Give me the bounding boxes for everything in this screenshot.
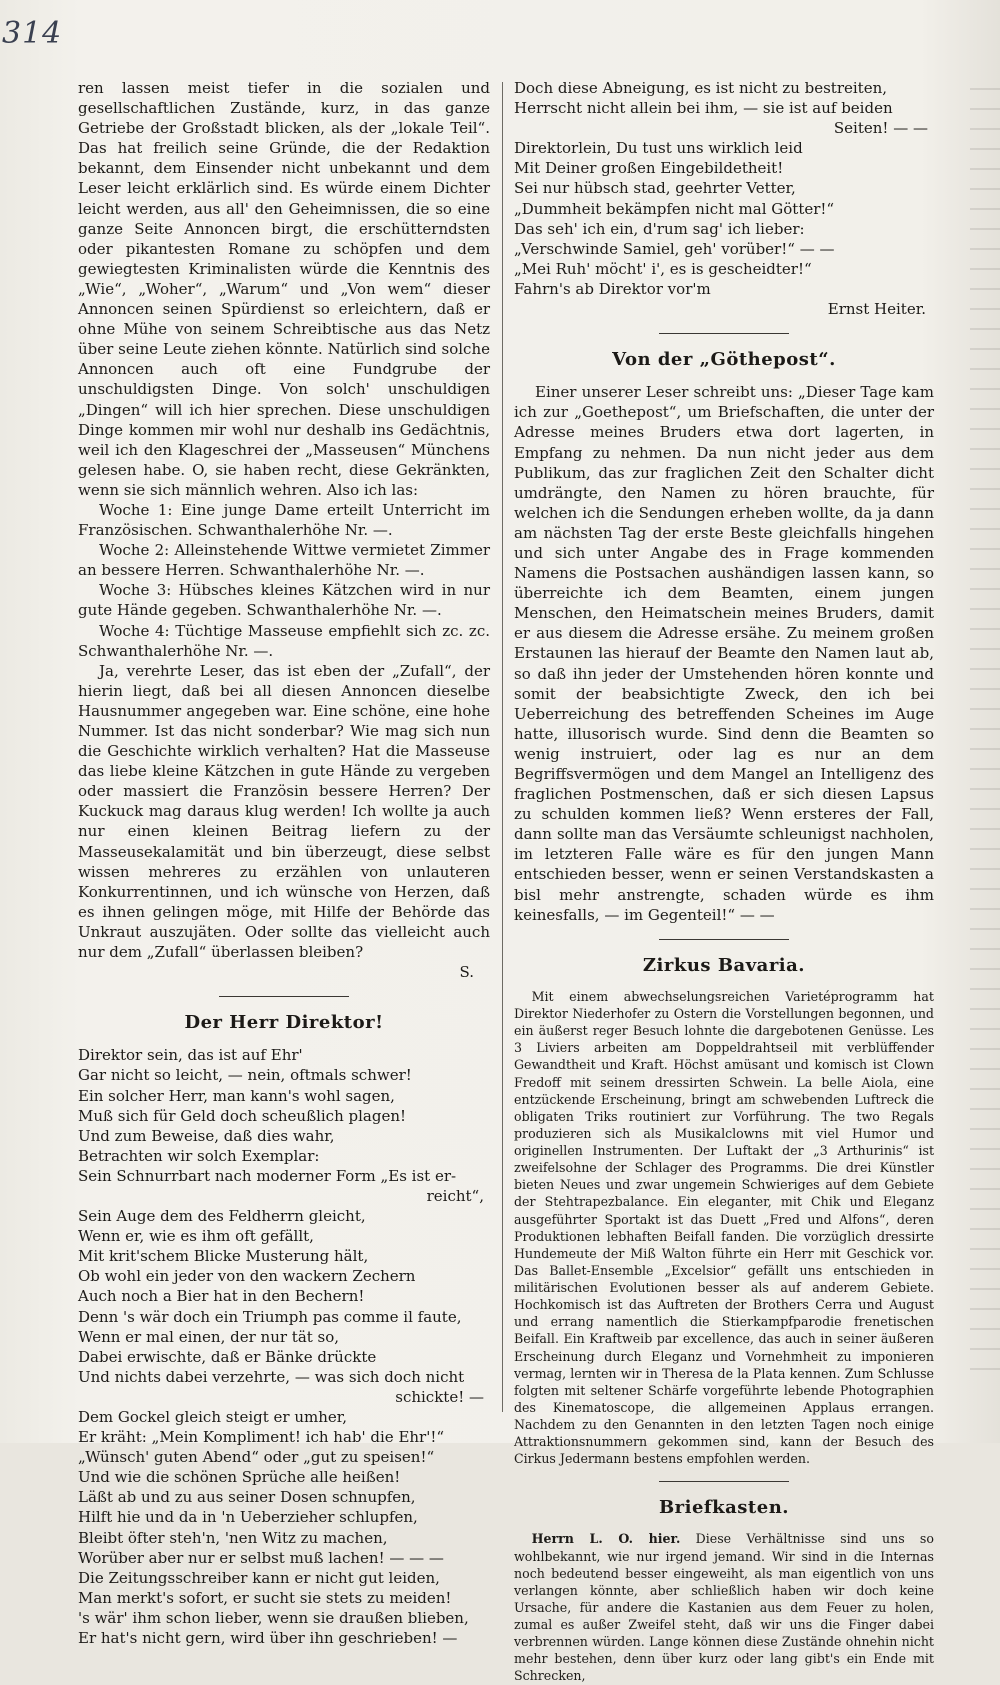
left-column (78, 78, 490, 1648)
poem-line: Das seh' ich ein, d'rum sag' ich lieber: (514, 219, 805, 238)
ad-week-1: Woche 1: Eine junge Dame erteilt Unterricht im Französischen. Schwanthalerhöhe Nr. —. (78, 500, 490, 540)
poem-line: Herrscht nicht allein bei ihm, — sie ist auf beiden (514, 99, 893, 118)
poem (78, 1045, 490, 1648)
poem-line: Man merkt's sofort, er sucht sie stets zu meiden! (78, 1588, 452, 1607)
section-divider (659, 333, 789, 334)
briefkasten-entry (514, 1530, 934, 1684)
poem-line: Läßt ab und zu aus seiner Dosen schnupfen, (78, 1488, 416, 1507)
poem-line: Gar nicht so leicht, — nein, oftmals schwer! (78, 1066, 412, 1085)
poem-line: Direktor sein, das ist auf Ehr' (78, 1046, 303, 1065)
poem-line: Sei nur hübsch stad, geehrter Vetter, (514, 179, 796, 198)
zirkus-title: Zirkus Bavaria. (642, 954, 806, 976)
section-divider (219, 996, 349, 997)
poem-line: Worüber aber nur er selbst muß lachen! — — — (78, 1548, 444, 1567)
poem-signature: Ernst Heiter. (827, 300, 926, 319)
goethepost-title: Von der „Göthepost“. (612, 349, 836, 371)
poem-line: Die Zeitungsschreiber kann er nicht gut leiden, (78, 1568, 440, 1587)
poem-line: Wenn er mal einen, der nur tät so, (78, 1327, 340, 1346)
poem-line: Und nichts dabei verzehrte, — was sich doch nicht (78, 1367, 465, 1386)
poem-line: Sein Schnurrbart nach moderner Form „Es ist er- (78, 1166, 457, 1185)
poem-line: „Verschwinde Samiel, geh' vorüber!“ — — (514, 239, 835, 258)
poem-continuation (514, 78, 934, 299)
article-signature: S. (459, 963, 474, 982)
briefkasten-title: Briefkasten. (658, 1497, 790, 1519)
poem-line: Doch diese Abneigung, es ist nicht zu bestreiten, (514, 79, 888, 97)
poem-line-continuation: reicht“, (426, 1186, 484, 1205)
zirkus-text: Mit einem abwechselungsreichen Varietéprogramm hat Direktor Niederhofer zu Ostern die Vorstellungen begonnen, und ein äußerst reger Besuch lohnte die dargebotenen Genüsse. Les 3 Liviers arbeiten am Doppeldrahtseil mit verblüffender Gewandtheit und Kraft. Höchst amüsant und komisch ist Clown Fredoff mit seinem dressirten Schwein. La belle Aiola, eine entzückende Erscheinung, bringt am schwebenden Luftreck die obligaten Triks routiniert zur Vorführung. The two Regals produzieren sich als Musikalclowns mit viel Humor und originellen Instrumenten. Der Luftakt der „3 Arthurinis“ ist zweifelsohne der Schlager des Programms. Die drei Künstler bieten Neues und zwar ungemein Schwieriges auf dem Gebiete der Stehtrapezbalance. Ein eleganter, mit Chik und Eleganz ausgeführter Sportakt ist das Duett „Fred und Alfons“, deren Produktionen lebhaften Beifall fanden. Die vorzüglich dressirte Hundemeute der Miß Walton führte ein Herr mit Geschick vor. Das Ballet-Ensemble „Excelsior“ gefällt uns entschieden in militärischen Evolutionen besser als auf anderem Gebiete. Hochkomisch ist das Auftreten der Brothers Cerra und August und errang namentlich die Stierkampfparodie frenetischen Beifall. Ein Kraftweib par excellence, das auch in seiner äußeren Erscheinung durch Eleganz und Vornehmheit zu imponieren vermag, lernten wir in Theresa de la Plata kennen. Zum Schlusse folgten mit seltener Schärfe vorgeführte lebende Photographien des Kinematoscope, die allgemeinen Applaus errangen. Nachdem zu den Genannten in den letzten Tagen noch einige Attraktionsnummern gekommen sind, kann der Besuch des Cirkus Jedermann bestens empfohlen werden. (514, 988, 934, 1467)
poem-line: Betrachten wir solch Exemplar: (78, 1146, 320, 1165)
poem-line: Sein Auge dem des Feldherrn gleicht, (78, 1207, 366, 1226)
poem-line: Mit Deiner großen Eingebildetheit! (514, 159, 784, 178)
poem-line-continuation: Seiten! — — (833, 119, 928, 138)
poem-line: Bleibt öfter steh'n, 'nen Witz zu machen, (78, 1528, 388, 1547)
goethepost-text: Einer unserer Leser schreibt uns: „Dieser Tage kam ich zur „Goethepost“, um Briefschaften, die unter der Adresse meines Bruders etwa dort lagerten, in Empfang zu nehmen. Da nun nicht jeder aus dem Publikum, das zur fraglichen Zeit den Schalter dicht umdrängte, den Namen zu hören brauchte, für welchen ich die Sendungen erheben wollte, da ja dann am nächsten Tag der erste Beste gleichfalls hingehen und sich unter Angabe des in Frage kommenden Namens die Postsachen aushändigen lassen kann, so überreichte ich dem Beamten, einem jungen Menschen, den Heimatschein meines Bruders, damit er aus diesem die Adresse ersähe. Zu meinem großen Erstaunen las hierauf der Beamte den Namen laut ab, so daß ihn jeder der Umstehenden hören konnte und somit der beabsichtigte Zweck, den ich bei Ueberreichung des betreffenden Scheines im Auge hatte, illusorisch wurde. Sind denn die Beamten so wenig instruiert, oder lag es nur an dem Begriffsvermögen und dem Mangel an Intelligenz des fraglichen Postmenschen, daß er sich diesen Lapsus zu schulden kommen ließ? Wenn ersteres der Fall, dann sollte man das Versäumte schleunigst nachholen, im letzteren Falle wäre es für den jungen Mann entschieden besser, wenn er seinen Verstandskasten a bisl mehr anstrengte, schaden würde es ihm keinesfalls, — im Gegenteil!“ — — (514, 383, 934, 924)
section-divider (659, 939, 789, 940)
briefkasten-addressee: Herrn L. O. hier. (531, 1531, 681, 1547)
poem-title: Der Herr Direktor! (184, 1012, 384, 1034)
poem-line: Mit krit'schem Blicke Musterung hält, (78, 1247, 369, 1266)
poem-line: Er kräht: „Mein Kompliment! ich hab' die Ehr'!“ (78, 1428, 445, 1447)
briefkasten-text: Diese Verhältnisse sind uns so wohlbekannt, wie nur irgend jemand. Wir sind in die Internas noch bedeutend besser eingeweiht, als man eigentlich von uns verlangen könnte, aber schließlich haben wir doch keine Ursache, für andere die Kastanien aus dem Feuer zu holen, zumal es außer Zweifel steht, daß wir uns die Finger dabei verbrennen würden. Lange können diese Zustände ohnehin nicht mehr bestehen, denn über kurz oder lang gibt's ein Ende mit Schrecken, (514, 1531, 934, 1684)
poem-line: 's wär' ihm schon lieber, wenn sie draußen blieben, (78, 1608, 469, 1627)
right-column (514, 78, 934, 1685)
poem-line: „Wünsch' guten Abend“ oder „gut zu speisen!“ (78, 1448, 435, 1467)
closing-paragraph: Ja, verehrte Leser, das ist eben der „Zufall“, der hierin liegt, daß bei all diesen Annoncen dieselbe Hausnummer angegeben war. Eine schöne, eine hohe Nummer. Ist das nicht sonderbar? Wie mag sich nun die Geschichte wirklich verhalten? Hat die Masseuse das liebe kleine Kätzchen in gute Hände zu vergeben oder massiert die Französin bessere Herren? Der Kuckuck mag daraus klug werden! Ich wollte ja auch nur einen kleinen Beitrag liefern zu der Masseusekalamität und bin überzeugt, diese selbst wissen mehreres zu erzählen von unlauteren Konkurrentinnen, und ich wünsche von Herzen, daß es ihnen gelingen möge, mit Hilfe der Behörde das Unkraut auszujäten. Oder sollte das vielleicht auch nur dem „Zufall“ überlassen bleiben? (78, 661, 490, 962)
poem-line: Dabei erwischte, daß er Bänke drückte (78, 1347, 377, 1366)
poem-line: Und wie die schönen Sprüche alle heißen! (78, 1468, 401, 1487)
poem-line: Und zum Beweise, daß dies wahr, (78, 1126, 335, 1145)
poem-line: Wenn er, wie es ihm oft gefällt, (78, 1227, 314, 1246)
poem-line: Direktorlein, Du tust uns wirklich leid (514, 139, 803, 158)
poem-line: Ob wohl ein jeder von den wackern Zechern (78, 1267, 416, 1286)
poem-line: Dem Gockel gleich steigt er umher, (78, 1408, 348, 1427)
page-edge-bleed (970, 70, 1000, 1370)
ad-week-4: Woche 4: Tüchtige Masseuse empfiehlt sich zc. zc. Schwanthalerhöhe Nr. —. (78, 621, 490, 660)
poem-line: Muß sich für Geld doch scheußlich plagen! (78, 1106, 407, 1125)
poem-line: „Mei Ruh' möcht' i', es is gescheidter!“ (514, 259, 812, 278)
poem-line: Hilft hie und da in 'n Ueberzieher schlupfen, (78, 1508, 418, 1527)
poem-line: Denn 's wär doch ein Triumph pas comme il faute, (78, 1307, 462, 1326)
ad-week-3: Woche 3: Hübsches kleines Kätzchen wird in nur gute Hände gegeben. Schwanthalerhöhe Nr. —. (78, 581, 490, 620)
ad-week-2: Woche 2: Alleinstehende Wittwe vermietet Zimmer an bessere Herren. Schwanthalerhöhe Nr. —. (78, 541, 490, 580)
poem-line: Auch noch a Bier hat in den Bechern! (78, 1287, 365, 1306)
poem-line: Ein solcher Herr, man kann's wohl sagen, (78, 1086, 395, 1105)
poem-line: Fahrn's ab Direktor vor'm (514, 279, 711, 298)
page-number: 314 (2, 16, 63, 51)
column-divider (502, 82, 503, 1412)
intro-paragraph: ren lassen meist tiefer in die sozialen und gesellschaftlichen Zustände, kurz, in das ganze Getriebe der Großstadt blicken, als der „lokale Teil“. Das hat freilich seine Gründe, die der Redaktion bekannt, dem Einsender nicht unbekannt und dem Leser leicht erklärlich sind. Es würde einem Dichter leicht werden, aus all' den Geheimnissen, die so eine ganze Seite Annoncen birgt, die erschütterndsten oder pikantesten Romane zu schöpfen und dem gewiegtesten Kriminalisten würde die Kenntnis des „Wie“, „Woher“, „Warum“ und „Von wem“ dieser Annoncen seinen Spürdienst so erleichtern, daß er ohne Mühe von seinem Schreibtische aus das Netz über seine Leute ziehen könnte. Natürlich sind solche Annoncen auch oft eine Fundgrube der unschuldigsten Dinge. Von solch' unschuldigen „Dingen“ will ich hier sprechen. Diese unschuldigen Dinge kommen mir wohl nur deshalb ins Gedächtnis, weil ich den Klageschrei der „Masseusen“ Münchens gelesen habe. O, sie haben recht, diese Gekränkten, wenn sie sich männlich wehren. Also ich las: (78, 79, 490, 499)
poem-line-continuation: schickte! — (395, 1387, 484, 1406)
poem-line: „Dummheit bekämpfen nicht mal Götter!“ (514, 199, 835, 218)
poem-line: Er hat's nicht gern, wird über ihn geschrieben! — (78, 1629, 458, 1648)
section-divider (659, 1481, 789, 1482)
